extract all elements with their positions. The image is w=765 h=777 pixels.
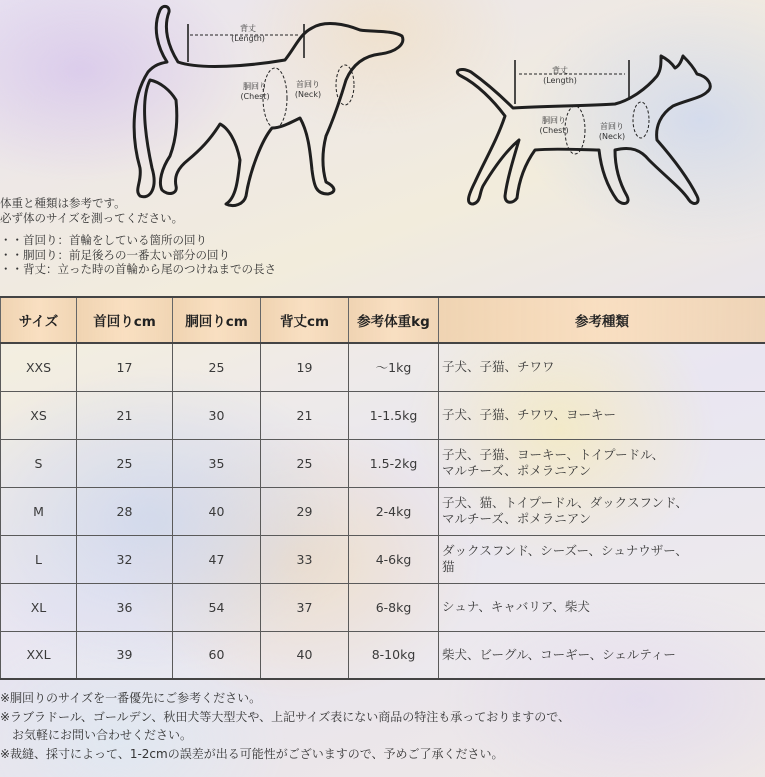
cell-weight: 1.5-2kg bbox=[349, 439, 439, 487]
table-row bbox=[1, 583, 765, 631]
table-row bbox=[1, 631, 765, 679]
footnote-custom-order: ※ラブラドール、ゴールデン、秋田犬等大型犬や、上記サイズ表にない商品の特注も承っておりますので、 bbox=[0, 709, 570, 724]
cell-chest: 25 bbox=[173, 343, 261, 391]
measurement-notes bbox=[0, 196, 276, 277]
cell-neck: 36 bbox=[77, 583, 173, 631]
dog-neck-label: 首回り (Neck) bbox=[294, 80, 322, 99]
cell-chest: 40 bbox=[173, 487, 261, 535]
header-neck: 首回りcm bbox=[77, 297, 173, 343]
table-row bbox=[1, 535, 765, 583]
cell-length: 19 bbox=[261, 343, 349, 391]
definition-length: ・・背丈：立った時の首輪から尾のつけねまでの長さ bbox=[0, 262, 276, 276]
cell-weight: 4-6kg bbox=[349, 535, 439, 583]
cell-size: XS bbox=[1, 391, 77, 439]
cell-size: L bbox=[1, 535, 77, 583]
header-length: 背丈cm bbox=[261, 297, 349, 343]
cell-breeds: シュナ、キャバリア、柴犬 bbox=[439, 583, 765, 631]
definition-neck: ・・首回り：首輪をしている箇所の回り bbox=[0, 233, 207, 247]
footnote-chest-priority: ※胴回りのサイズを一番優先にご参考ください。 bbox=[0, 691, 262, 705]
cell-weight: 8-10kg bbox=[349, 631, 439, 679]
table-row bbox=[1, 391, 765, 439]
cell-breeds: 柴犬、ビーグル、コーギー、シェルティー bbox=[439, 631, 765, 679]
cell-weight: 2-4kg bbox=[349, 487, 439, 535]
cell-chest: 30 bbox=[173, 391, 261, 439]
note-measure: 必ず体のサイズを測ってください。 bbox=[0, 210, 184, 225]
cat-chest-label: 胴回り (Chest) bbox=[539, 116, 569, 135]
cell-neck: 28 bbox=[77, 487, 173, 535]
header-chest: 胴回りcm bbox=[173, 297, 261, 343]
cell-chest: 35 bbox=[173, 439, 261, 487]
cell-length: 29 bbox=[261, 487, 349, 535]
cell-breeds: 子犬、猫、トイプードル、ダックスフンド、 マルチーズ、ポメラニアン bbox=[439, 487, 765, 535]
cell-size: M bbox=[1, 487, 77, 535]
header-weight: 参考体重kg bbox=[349, 297, 439, 343]
cell-neck: 17 bbox=[77, 343, 173, 391]
cell-length: 33 bbox=[261, 535, 349, 583]
cell-length: 25 bbox=[261, 439, 349, 487]
cell-breeds: 子犬、子猫、チワワ、ヨーキー bbox=[439, 391, 765, 439]
header-breeds: 参考種類 bbox=[439, 297, 765, 343]
header-size: サイズ bbox=[1, 297, 77, 343]
table-row bbox=[1, 439, 765, 487]
cell-weight: 6-8kg bbox=[349, 583, 439, 631]
cell-length: 40 bbox=[261, 631, 349, 679]
cell-neck: 39 bbox=[77, 631, 173, 679]
pet-measurement-illustrations bbox=[0, 0, 765, 215]
cell-breeds: ダックスフンド、シーズー、シュナウザー、 猫 bbox=[439, 535, 765, 583]
table-header-row bbox=[1, 297, 765, 343]
cell-chest: 60 bbox=[173, 631, 261, 679]
cell-size: XXS bbox=[1, 343, 77, 391]
table-row bbox=[1, 343, 765, 391]
cell-weight: 1-1.5kg bbox=[349, 391, 439, 439]
cell-chest: 54 bbox=[173, 583, 261, 631]
cat-neck-label: 首回り (Neck) bbox=[598, 122, 626, 141]
cell-length: 37 bbox=[261, 583, 349, 631]
cell-length: 21 bbox=[261, 391, 349, 439]
cell-neck: 25 bbox=[77, 439, 173, 487]
cell-size: S bbox=[1, 439, 77, 487]
definition-chest: ・・胴回り：前足後ろの一番太い部分の回り bbox=[0, 247, 230, 262]
table-row bbox=[1, 487, 765, 535]
cell-neck: 32 bbox=[77, 535, 173, 583]
cell-breeds: 子犬、子猫、チワワ bbox=[439, 343, 765, 391]
cat-length-label: 背丈 (Length) bbox=[543, 66, 577, 85]
cell-breeds: 子犬、子猫、ヨーキー、トイプードル、 マルチーズ、ポメラニアン bbox=[439, 439, 765, 487]
dog-length-label: 背丈 (Length) bbox=[231, 24, 265, 43]
dog-outline-illustration bbox=[0, 0, 430, 215]
cell-size: XL bbox=[1, 583, 77, 631]
cell-chest: 47 bbox=[173, 535, 261, 583]
size-chart-table bbox=[0, 296, 765, 680]
note-reference: 体重と種類は参考です。 bbox=[0, 196, 126, 210]
footnote-tolerance: ※裁縫、採寸によって、1-2cmの誤差が出る可能性がございますので、予めご了承ください。 bbox=[0, 746, 504, 761]
cell-size: XXL bbox=[1, 631, 77, 679]
cell-weight: ～1kg bbox=[349, 343, 439, 391]
cell-neck: 21 bbox=[77, 391, 173, 439]
dog-chest-label: 胴回り (Chest) bbox=[240, 82, 270, 101]
cat-outline-illustration bbox=[435, 0, 765, 215]
footnotes bbox=[0, 689, 570, 763]
footnote-contact: お気軽にお問い合わせください。 bbox=[0, 728, 193, 742]
